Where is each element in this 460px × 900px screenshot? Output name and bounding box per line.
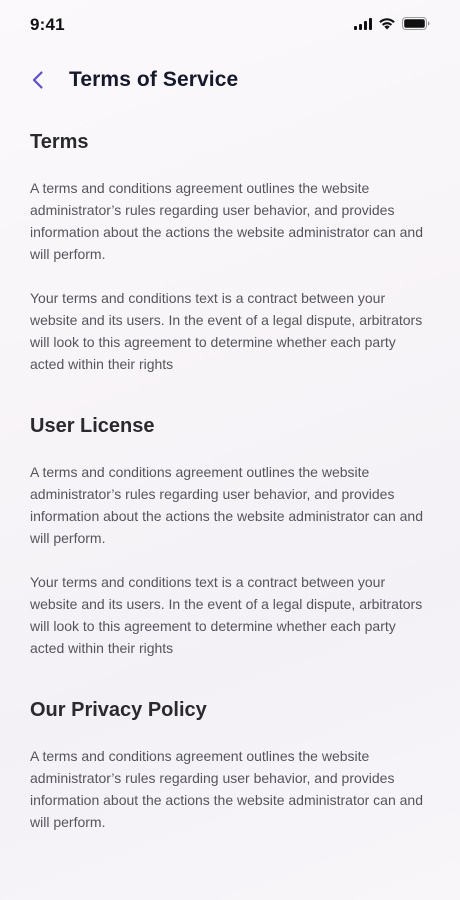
chevron-left-icon [30, 70, 46, 90]
signal-icon [354, 18, 372, 30]
section-paragraph: A terms and conditions agreement outlines the website administrator’s rules regarding user behavior, and provides information about the actions the website administrator can and will perform. [30, 748, 424, 830]
section-heading: Our Privacy Policy [30, 699, 207, 721]
status-bar [0, 0, 460, 50]
back-button[interactable] [30, 62, 58, 98]
section-heading: User License [30, 415, 155, 437]
page-title: Terms of Service [69, 68, 239, 91]
status-time: 9:41 [30, 15, 65, 34]
terms-content [30, 127, 430, 869]
section-terms [30, 127, 430, 375]
section-paragraph: Your terms and conditions text is a contract between your website and its users. In the event of a legal dispute, arbitrators will look to this agreement to determine whether each party acted within their rights [30, 574, 423, 656]
section-paragraph: A terms and conditions agreement outlines the website administrator’s rules regarding user behavior, and provides information about the actions the website administrator can and will perform. [30, 464, 424, 546]
status-icons [354, 17, 430, 30]
section-heading: Terms [30, 131, 89, 153]
battery-icon [402, 17, 430, 30]
wifi-icon [378, 17, 396, 30]
section-paragraph: A terms and conditions agreement outlines the website administrator’s rules regarding user behavior, and provides information about the actions the website administrator can and will perform. [30, 180, 424, 262]
section-user-license [30, 411, 430, 659]
section-paragraph: Your terms and conditions text is a contract between your website and its users. In the event of a legal dispute, arbitrators will look to this agreement to determine whether each party acted within their rights [30, 290, 423, 372]
header [30, 62, 238, 98]
section-privacy-policy [30, 695, 430, 833]
